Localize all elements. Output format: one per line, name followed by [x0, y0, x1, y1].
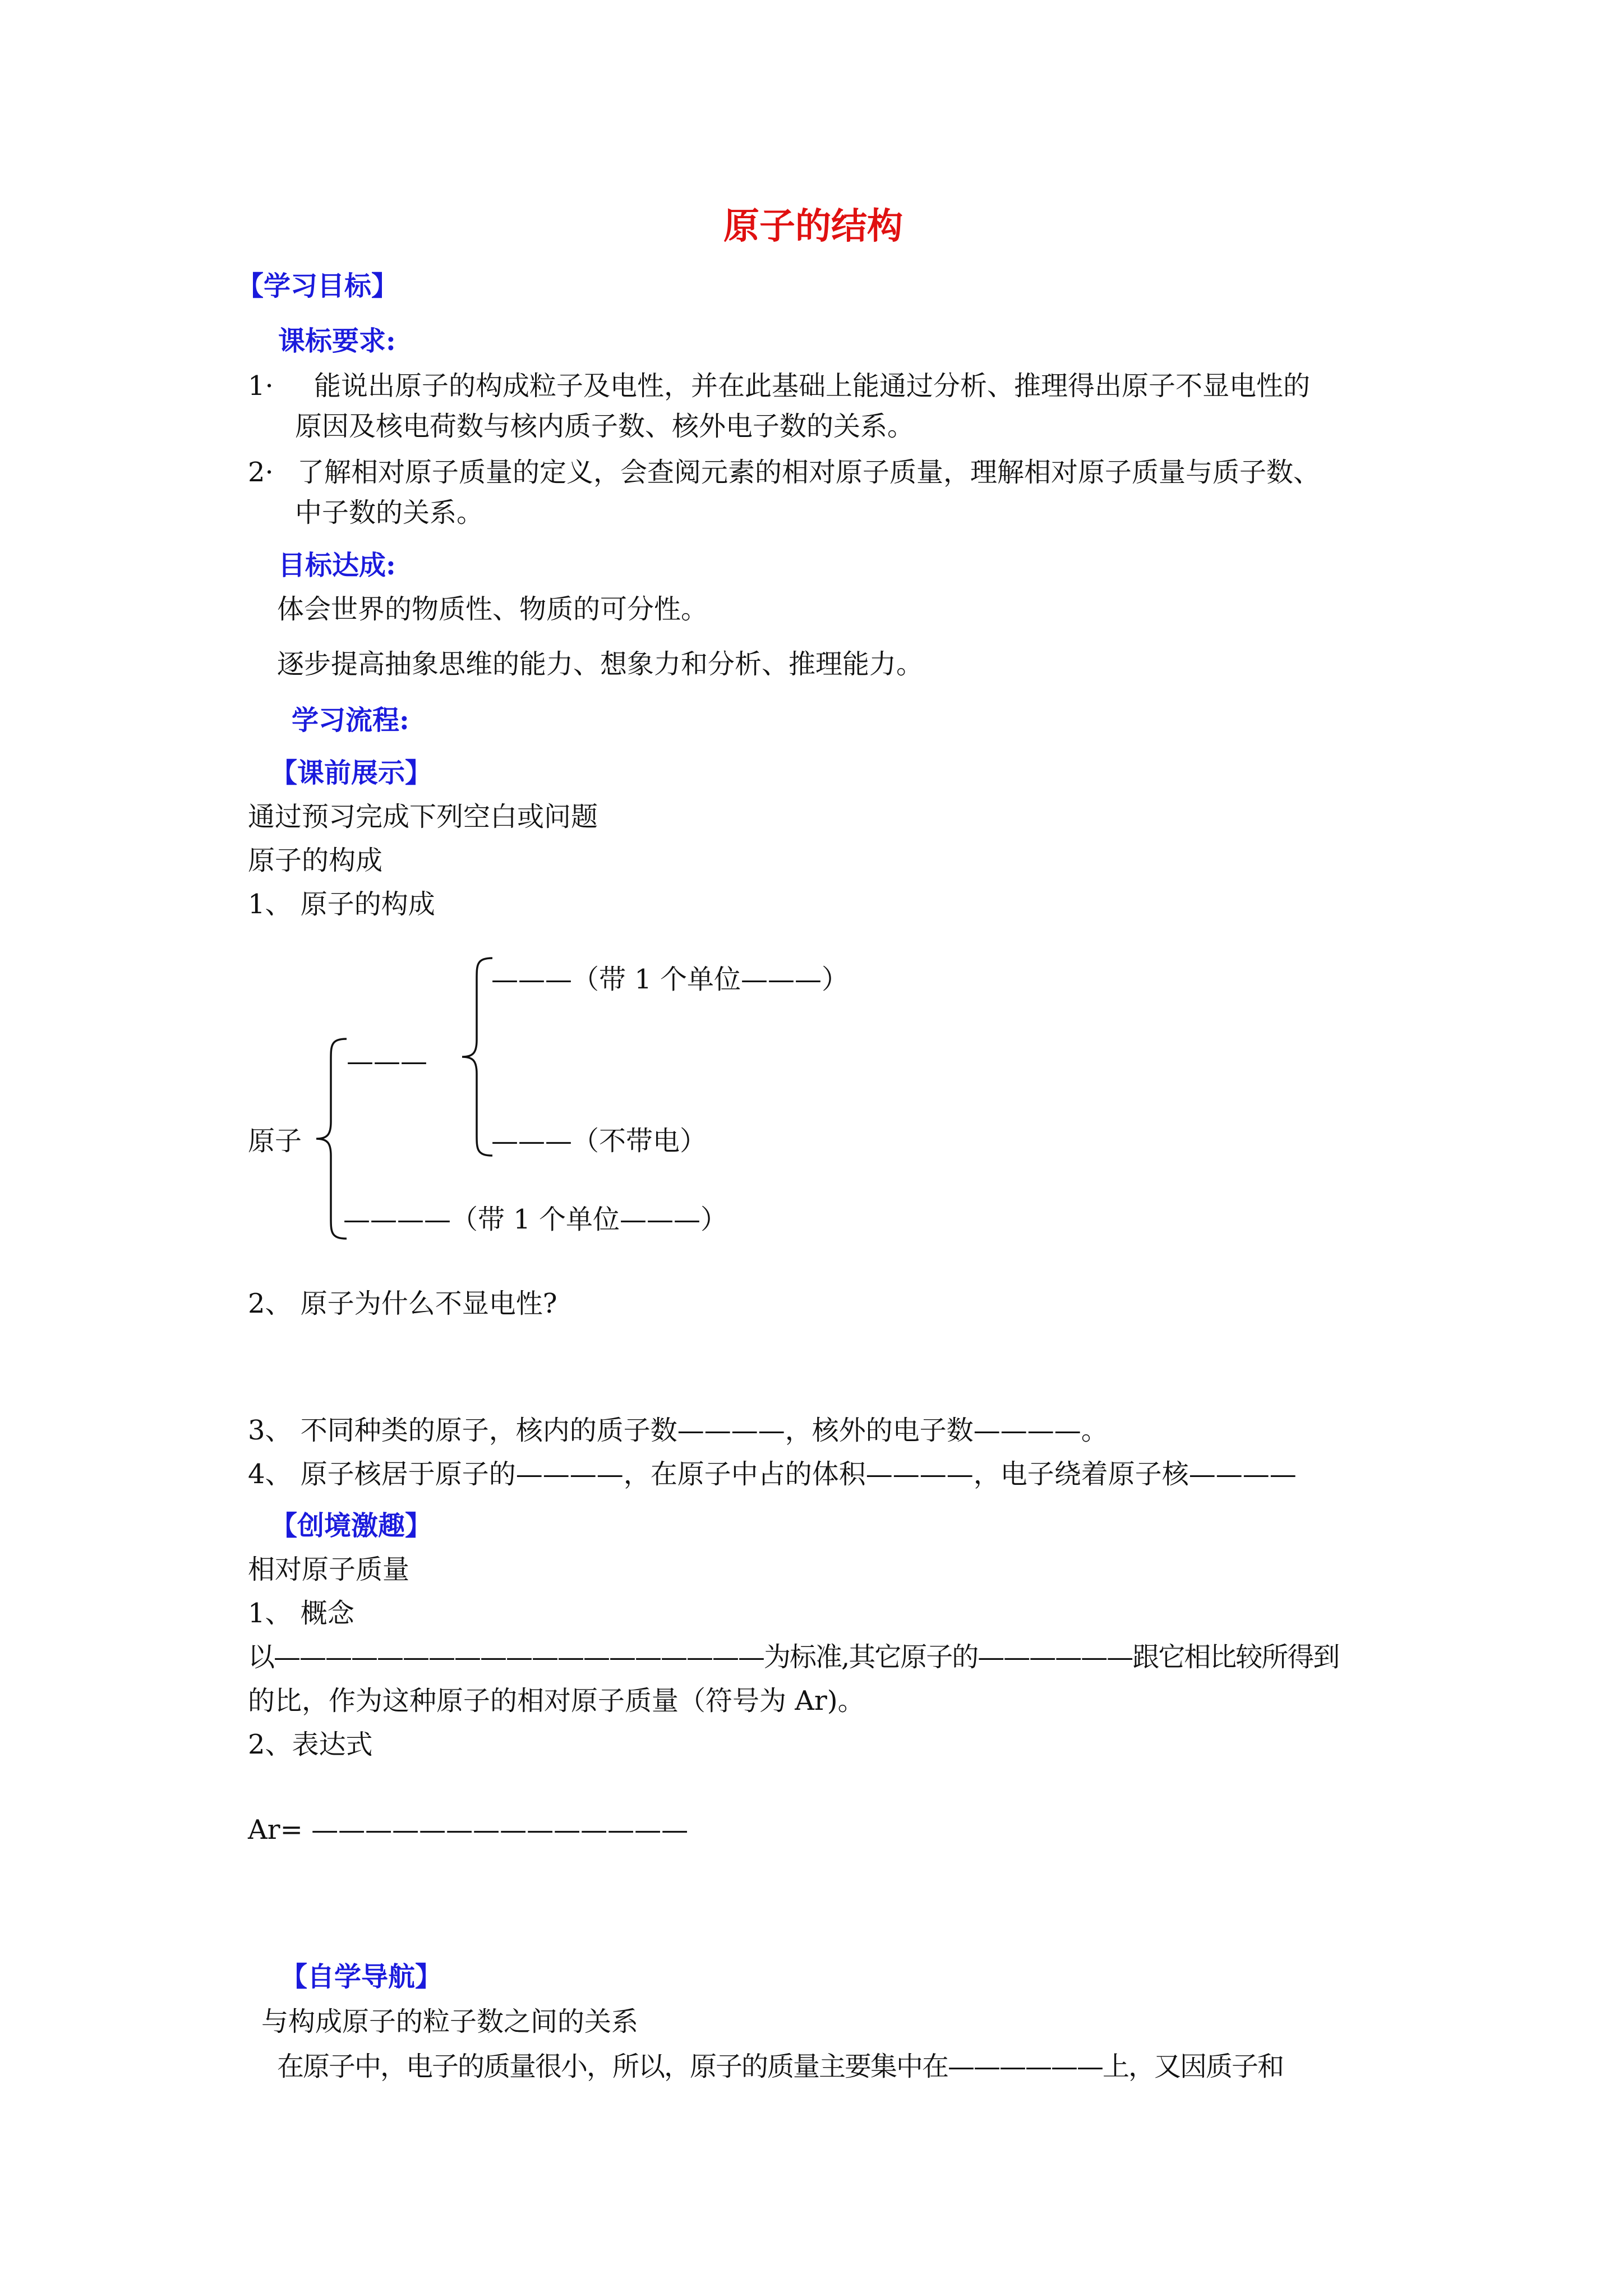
goal-item-1-number: 1· — [248, 370, 274, 402]
goals-heading: 【学习目标】 — [237, 270, 399, 302]
preview-subtitle: 原子的构成 — [248, 845, 383, 876]
page-title: 原子的结构 — [723, 205, 903, 247]
formula: Ar= —————————————— — [248, 1814, 689, 1846]
concept-line-1: 以———————————————————为标准,其它原子的——————跟它相比较所得到 — [248, 1641, 1339, 1673]
question-1: 1、 原子的构成 — [248, 889, 435, 920]
standard-heading: 课标要求: — [278, 325, 396, 357]
question-2: 2、 原子为什么不显电性? — [248, 1288, 557, 1319]
diagram-neutron-line: ———（不带电） — [491, 1125, 707, 1157]
selfstudy-heading: 【自学导航】 — [280, 1961, 442, 1993]
goal-item-2-line-2: 中子数的关系。 — [295, 497, 484, 528]
flow-heading: 学习流程: — [292, 705, 409, 736]
question-3: 3、 不同种类的原子，核内的质子数————，核外的电子数————。 — [248, 1415, 1108, 1446]
inner-brace — [460, 957, 494, 1157]
preview-intro: 通过预习完成下列空白或问题 — [248, 801, 598, 832]
concept-line-2: 的比，作为这种原子的相对原子质量（符号为 Ar)。 — [248, 1685, 865, 1717]
inspire-heading: 【创境激趣】 — [270, 1510, 432, 1542]
achieve-heading: 目标达成: — [278, 550, 396, 581]
goal-item-2-number: 2· — [248, 457, 274, 488]
diagram-root: 原子 — [248, 1125, 302, 1157]
achieve-text-1: 体会世界的物质性、物质的可分性。 — [277, 593, 708, 625]
outer-brace — [314, 1038, 348, 1240]
goal-item-1-line-2: 原因及核电荷数与核内质子数、核外电子数的关系。 — [295, 411, 915, 442]
diagram-nucleus-blank: ——— — [347, 1046, 427, 1077]
question-4: 4、 原子核居于原子的————，在原子中占的体积————，电子绕着原子核———— — [248, 1458, 1297, 1490]
preview-heading: 【课前展示】 — [270, 757, 432, 789]
selfstudy-subtitle: 与构成原子的粒子数之间的关系 — [261, 2006, 639, 2037]
goal-item-1-line-1: 能说出原子的构成粒子及电性，并在此基础上能通过分析、推理得出原子不显电性的 — [314, 370, 1311, 402]
concept-title: 1、 概念 — [248, 1598, 354, 1629]
achieve-text-2: 逐步提高抽象思维的能力、想象力和分析、推理能力。 — [277, 648, 924, 680]
goal-item-2-line-1: 了解相对原子质量的定义，会查阅元素的相对原子质量，理解相对原子质量与质子数、 — [297, 457, 1321, 488]
inspire-subtitle: 相对原子质量 — [248, 1554, 410, 1585]
diagram-electron-line: ————（带 1 个单位———） — [343, 1204, 728, 1235]
selfstudy-line-1: 在原子中，电子的质量很小，所以，原子的质量主要集中在——————上，又因质子和 — [277, 2051, 1284, 2082]
diagram-proton-line: ———（带 1 个单位———） — [491, 964, 849, 995]
formula-title: 2、表达式 — [248, 1729, 373, 1760]
